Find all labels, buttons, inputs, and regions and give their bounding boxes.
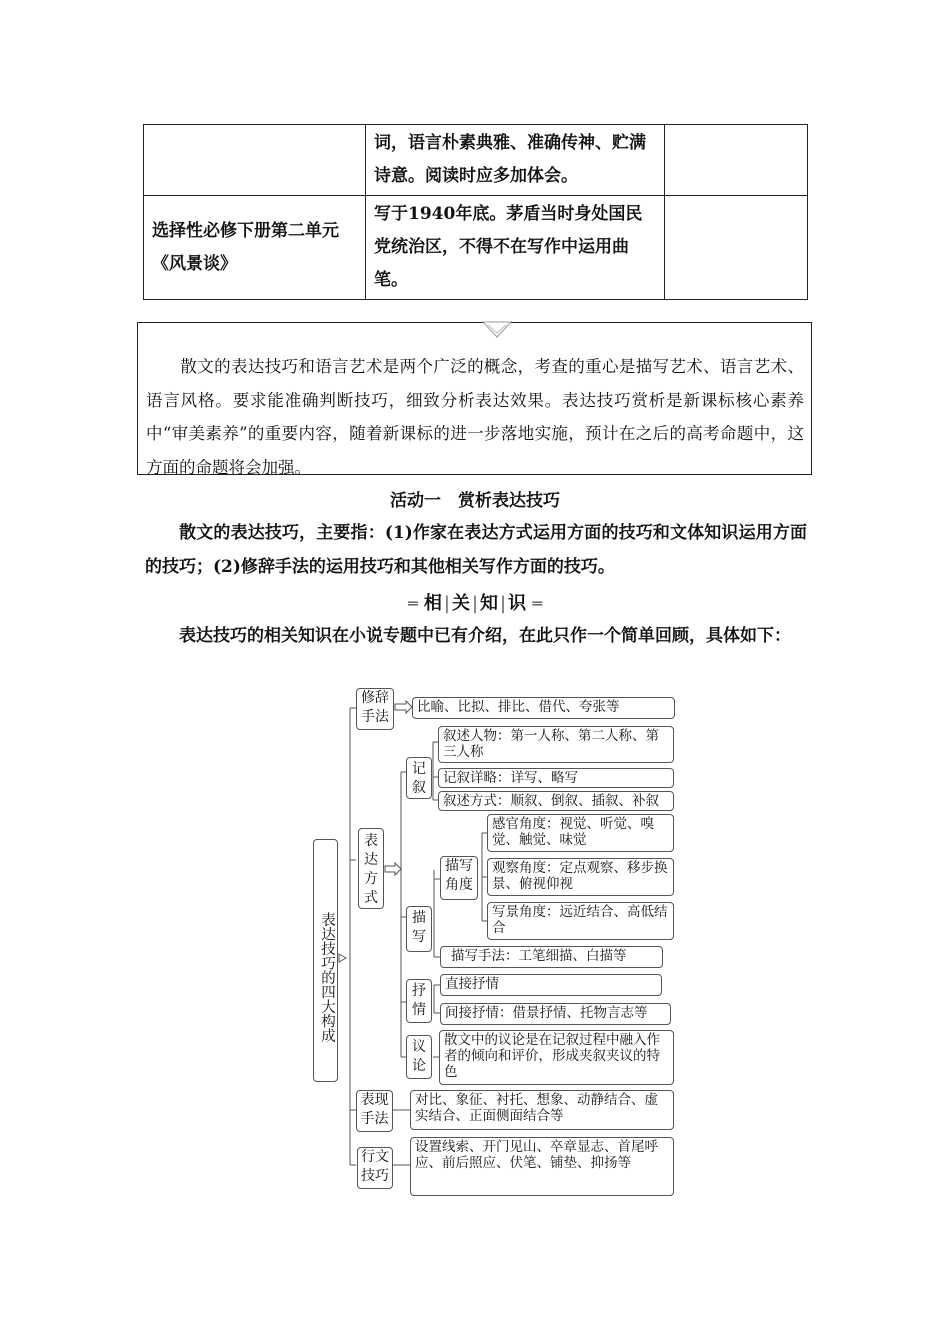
- narration-label: 记叙: [406, 757, 432, 799]
- decor-lines-icon: ═: [532, 594, 543, 613]
- lyric-item: 间接抒情：借景抒情、托物言志等: [440, 1003, 671, 1025]
- writing-label: 行文技巧: [357, 1147, 393, 1189]
- description-angle-item: 写景角度：远近结合、高低结合: [487, 902, 674, 940]
- description-angle-label: 描写角度: [440, 856, 478, 900]
- paragraph: 表达技巧的相关知识在小说专题中已有介绍，在此只作一个简单回顾，具体如下：: [179, 626, 791, 646]
- separator: |: [443, 593, 450, 614]
- performance-label: 表现手法: [356, 1090, 393, 1132]
- activity-title: 活动一 赏析表达技巧: [390, 491, 560, 511]
- argument-content: 散文中的议论是在记叙过程中融入作者的倾向和评价，形成夹叙夹议的特色: [439, 1030, 674, 1085]
- writing-content: 设置线索、开门见山、卒章显志、首尾呼应、前后照应、伏笔、铺垫、抑扬等: [410, 1137, 674, 1196]
- table-cell: 写于1940年底。茅盾当时身处国民党统治区，不得不在写作中运用曲笔。: [366, 196, 665, 300]
- narration-item: 叙述方式：顺叙、倒叙、插叙、补叙: [438, 791, 674, 811]
- description-angle-item: 观察角度：定点观察、移步换景、俯视仰视: [487, 858, 674, 896]
- description-label: 描写: [406, 906, 432, 952]
- performance-content: 对比、象征、衬托、想象、动静结合、虚实结合、正面侧面结合等: [410, 1090, 674, 1130]
- table-cell: 选择性必修下册第二单元《风景谈》: [144, 196, 366, 300]
- description-method: 描写手法：工笔细描、白描等: [440, 946, 663, 968]
- lyric-item: 直接抒情: [440, 974, 662, 996]
- heading-char: 相: [423, 593, 442, 614]
- table-cell: 词，语言朴素典雅、准确传神、贮满诗意。阅读时应多加体会。: [366, 125, 665, 196]
- heading-char: 识: [508, 593, 527, 614]
- lyric-label: 抒情: [406, 979, 432, 1023]
- paragraph: 散文的表达技巧，主要指：(1)作家在表达方式运用方面的技巧和文体知识运用方面的技巧；(2)修辞手法的运用技巧和其他相关写作方面的技巧。: [145, 523, 807, 577]
- heading-char: 关: [451, 593, 470, 614]
- expression-label: 表达方式: [358, 828, 384, 909]
- rhetoric-content: 比喻、比拟、排比、借代、夸张等: [412, 697, 675, 719]
- diagram-root: 表达技巧的四大构成: [313, 839, 338, 1082]
- argument-label: 议论: [406, 1035, 432, 1079]
- description-angle-item: 感官角度：视觉、听觉、嗅觉、触觉、味觉: [487, 814, 674, 852]
- heading-char: 知: [480, 593, 499, 614]
- decor-lines-icon: ═: [407, 594, 418, 613]
- intro-text: 散文的表达技巧和语言艺术是两个广泛的概念，考查的重心是描写艺术、语言艺术、语言风格。要求能准确判断技巧，细致分析表达效果。表达技巧赏析是新课标核心素养中“审美素养”的重要内容，随着新课标的进一步落地实施，预计在之后的高考命题中，这方面的命题将会加强。: [146, 357, 804, 477]
- separator: |: [500, 593, 507, 614]
- separator: |: [471, 593, 479, 614]
- narration-item: 记叙详略：详写、略写: [438, 768, 674, 788]
- narration-item: 叙述人物：第一人称、第二人称、第三人称: [438, 726, 674, 763]
- rhetoric-label: 修辞手法: [356, 688, 394, 730]
